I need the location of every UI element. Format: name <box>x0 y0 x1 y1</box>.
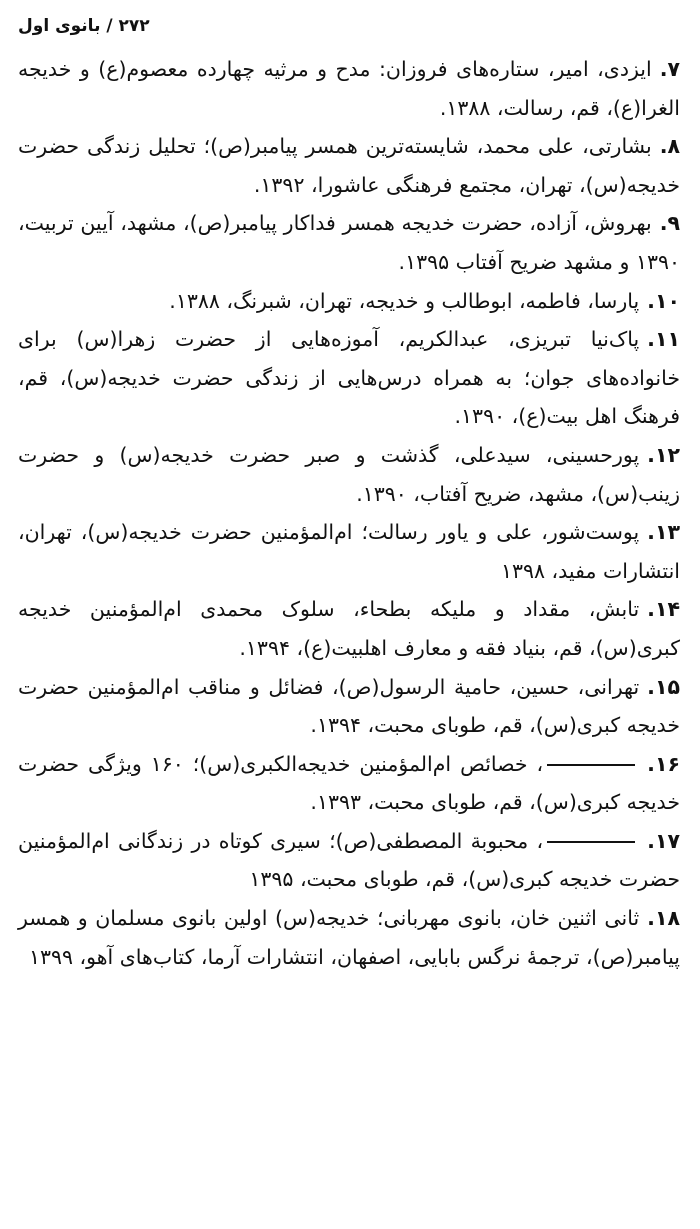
entry-number: ۷. <box>659 57 680 81</box>
entry-number: ۹. <box>659 211 680 236</box>
entry-number: ۱۴. <box>647 597 680 622</box>
entry-text: پوست‌شور، علی و یاور رسالت؛ ام‌المؤمنین حضرت خدیجه(س)، تهران، انتشارات مفید، ۱۳۹۸ <box>18 520 680 583</box>
entry-text: پارسا، فاطمه، ابوطالب و خدیجه، تهران، شبرنگ، ۱۳۸۸. <box>169 288 640 313</box>
ditto-dash <box>547 764 635 766</box>
entry-number: ۱۶. <box>647 751 680 776</box>
entry-text: ثانی اثنین خان، بانوی مهربانی؛ خدیجه(س) اولین بانوی مسلمان و همسر پیامبر(ص)، ترجمهٔ نرگس بابایی، اصفهان، انتشارات آرما، کتاب‌های آهو، ۱۳۹۹ <box>18 906 680 969</box>
bibliography-entry <box>18 282 680 321</box>
entry-text: پورحسینی، سیدعلی، گذشت و صبر حضرت خدیجه(س) و حضرت زینب(س)، مشهد، ضریح آفتاب، ۱۳۹۰. <box>18 442 680 506</box>
bibliography-entry <box>18 590 680 667</box>
entry-text: تهرانی، حسین، حامیة الرسول(ص)، فضائل و مناقب ام‌المؤمنین حضرت خدیجه کبری(س)، قم، طوبای محبت، ۱۳۹۴. <box>18 674 680 738</box>
entry-text: ، محبوبة المصطفی(ص)؛ سیری کوتاه در زندگانی ام‌المؤمنین حضرت خدیجه کبری(س)، قم، طوبای محبت، ۱۳۹۵ <box>18 828 680 892</box>
page-header <box>18 0 680 50</box>
bibliography-entry <box>18 899 680 976</box>
bibliography-entry <box>18 513 680 590</box>
entry-text: بهروش، آزاده، حضرت خدیجه همسر فداکار پیامبر(ص)، مشهد، آیین تربیت، ۱۳۹۰ و مشهد ضریح آفتاب ۱۳۹۵. <box>18 211 680 274</box>
entry-number: ۱۱. <box>647 327 680 352</box>
entry-number: ۱۳. <box>647 520 680 545</box>
bibliography-entry <box>18 50 680 127</box>
entry-number: ۱۰. <box>647 288 680 313</box>
bibliography-list <box>18 50 680 976</box>
entry-number: ۱۷. <box>647 828 680 853</box>
bibliography-entry <box>18 204 680 281</box>
page-number-title: ۲۷۲ / بانوی اول <box>18 16 150 36</box>
ditto-dash <box>547 841 635 843</box>
entry-text: ایزدی، امیر، ستاره‌های فروزان: مدح و مرثیه چهارده معصوم(ع) و خدیجه الغرا(ع)، قم، رسالت، ۱۳۸۸. <box>18 57 680 120</box>
entry-number: ۸. <box>659 134 680 159</box>
bibliography-entry <box>18 745 680 822</box>
entry-text: ، خصائص ام‌المؤمنین خدیجه‌الکبری(س)؛ ۱۶۰ ویژگی حضرت خدیجه کبری(س)، قم، طوبای محبت، ۱۳۹۳. <box>18 751 680 815</box>
bibliography-entry <box>18 320 680 436</box>
entry-text: بشارتی، علی محمد، شایسته‌ترین همسر پیامبر(ص)؛ تحلیل زندگی حضرت خدیجه(س)، تهران، مجتمع فرهنگی عاشورا، ۱۳۹۲. <box>18 134 680 197</box>
entry-number: ۱۸. <box>647 906 680 931</box>
entry-text: تابش، مقداد و ملیکه بطحاء، سلوک محمدی ام‌المؤمنین خدیجه کبری(س)، قم، بنیاد فقه و معارف اهلبیت(ع)، ۱۳۹۴. <box>18 597 680 660</box>
bibliography-entry <box>18 436 680 513</box>
entry-text: پاک‌نیا تبریزی، عبدالکریم، آموزه‌هایی از حضرت زهرا(س) برای خانواده‌های جوان؛ به همراه درس‌هایی از زندگی حضرت خدیجه(س)، قم، فرهنگ اهل بیت(ع)، ۱۳۹۰. <box>18 327 680 429</box>
entry-number: ۱۲. <box>647 442 680 467</box>
bibliography-entry <box>18 668 680 745</box>
entry-number: ۱۵. <box>647 674 680 699</box>
bibliography-entry <box>18 822 680 899</box>
bibliography-entry <box>18 127 680 204</box>
